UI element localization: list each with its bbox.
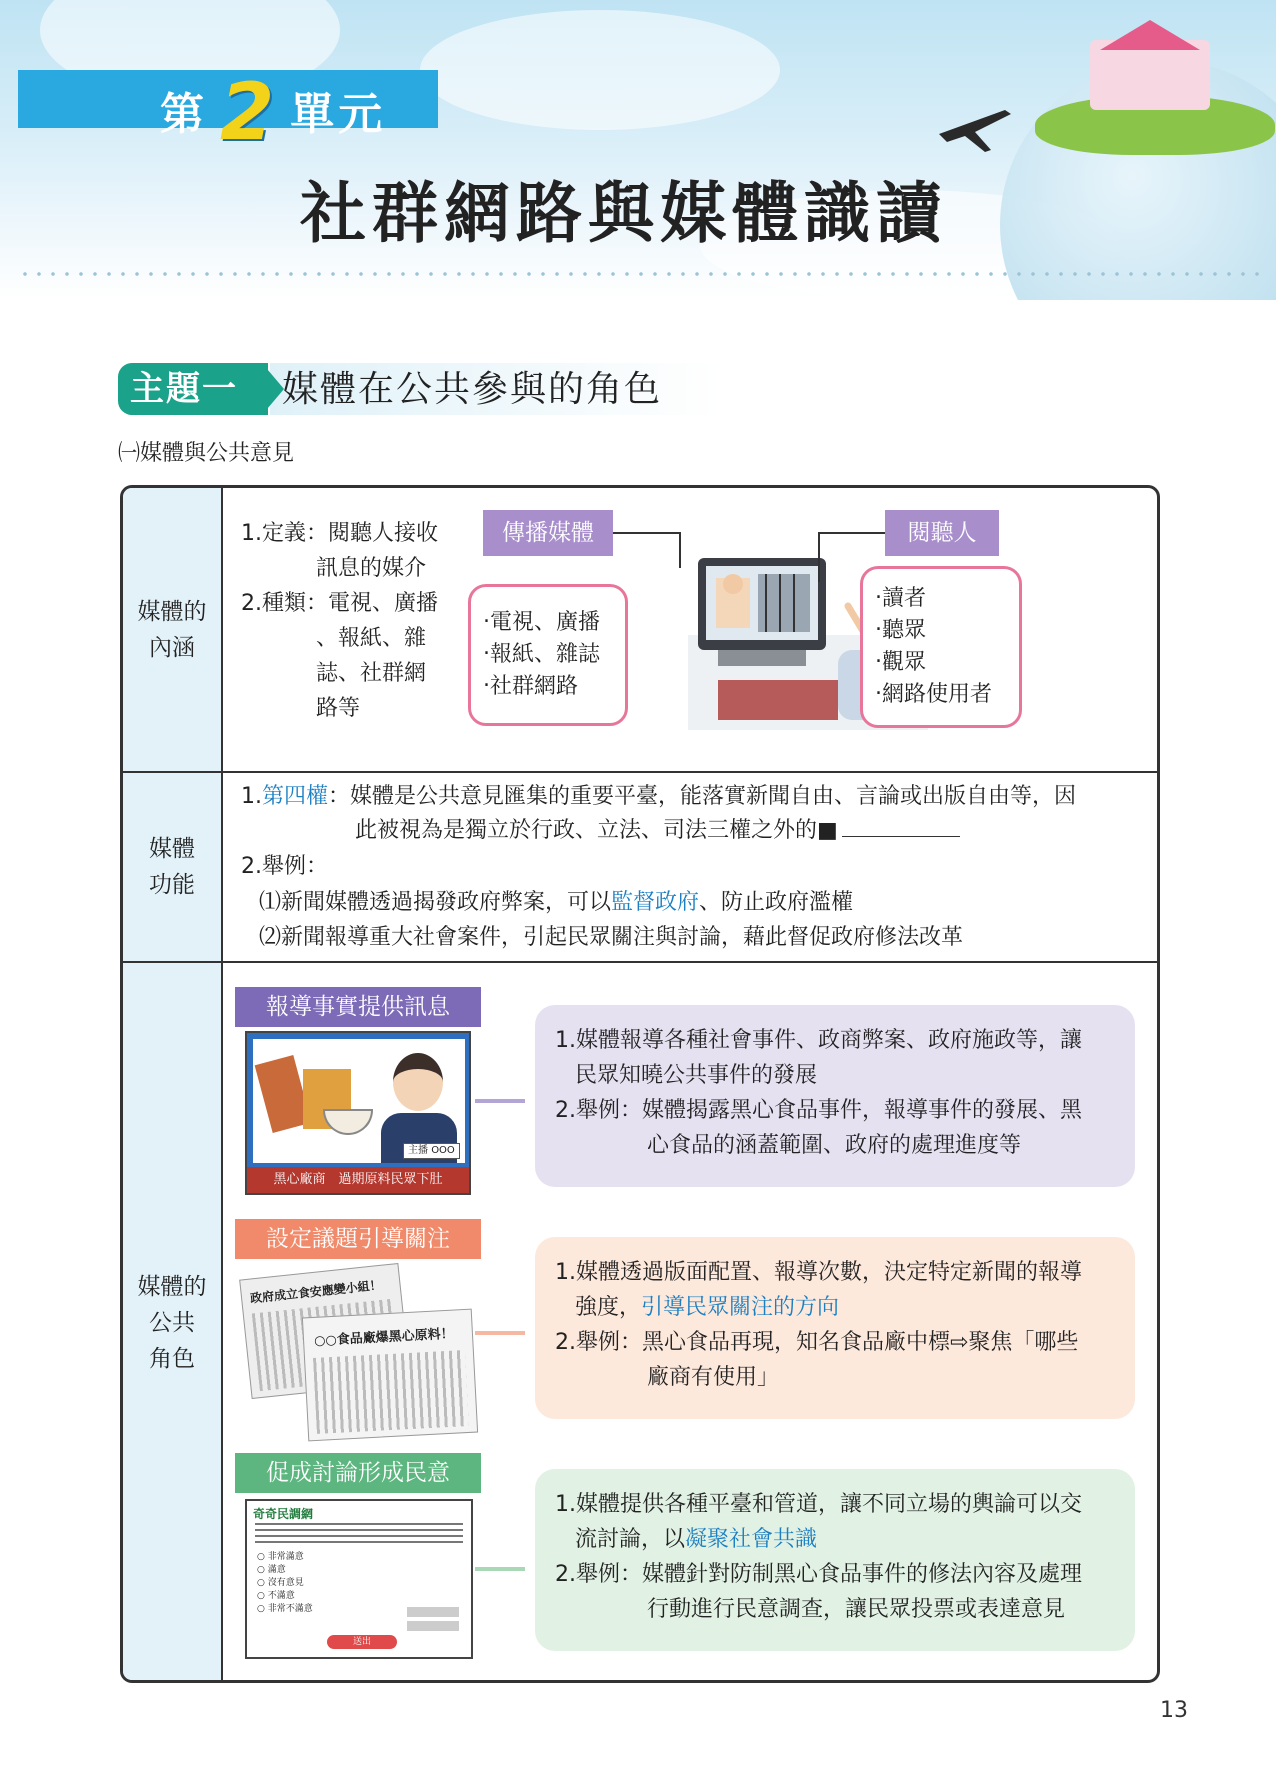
definition-text: 訊息的媒介 — [316, 556, 427, 581]
poll-submit-button[interactable]: 送出 — [327, 1635, 397, 1649]
poll-option-label: 非常滿意 — [267, 1552, 304, 1562]
topic-badge: 主題一 — [118, 363, 268, 415]
row-label-line: 公共 — [149, 1310, 195, 1336]
unit-title: 社群網路與媒體識讀 — [300, 175, 948, 252]
castle-roof-illustration — [1100, 20, 1200, 50]
poll-option-label: 沒有意見 — [267, 1578, 304, 1588]
card-text: 2.舉例：媒體針對防制黑心食品事件的修法內容及處理 — [555, 1562, 1082, 1587]
airplane-icon — [935, 100, 1015, 160]
row-label-line: 媒體的 — [137, 1274, 207, 1300]
item-number: 1. — [241, 784, 262, 809]
poll-option[interactable]: ○ 滿意 — [257, 1565, 286, 1575]
key-term: 監督政府 — [611, 890, 700, 915]
poll-option-label: 滿意 — [267, 1565, 286, 1575]
audience-box — [860, 566, 1022, 728]
dotted-divider — [18, 272, 1268, 276]
media-table — [120, 485, 1160, 1683]
newspaper-headline: 政府成立食安應變小組！ — [249, 1277, 383, 1306]
anchor-badge: OOO — [431, 1145, 455, 1156]
poll-option-label: 非常不滿意 — [267, 1604, 313, 1614]
role-tag-form-opinion: 促成討論形成民意 — [235, 1453, 481, 1493]
example-line: ⑵新聞報導重大社會案件，引起民眾關注與討論，藉此督促政府修法改革 — [259, 925, 964, 950]
food-bowl — [323, 1109, 373, 1135]
section-heading: ㈠媒體與公共意見 — [118, 441, 295, 466]
leader-line — [818, 532, 888, 534]
poll-side-box — [407, 1607, 459, 1617]
newspaper-illustration — [245, 1265, 475, 1439]
card-text-part: 強度， — [575, 1295, 642, 1320]
news-caption: 黑心廠商 過期原料民眾下肚 — [247, 1167, 469, 1193]
card-connector — [475, 1099, 525, 1103]
card-text: 1.媒體提供各種平臺和管道，讓不同立場的輿論可以交 — [555, 1492, 1082, 1517]
poll-option[interactable]: ○ 不滿意 — [257, 1591, 295, 1601]
row-label-line: 內涵 — [149, 634, 195, 661]
body-text: 、防止政府濫權 — [699, 890, 854, 915]
audience-tag: 閱聽人 — [885, 510, 999, 556]
example-heading: 2.舉例： — [241, 854, 328, 879]
cloud-decoration — [420, 10, 780, 130]
leader-line — [818, 534, 820, 582]
types-text: 誌、社群網 — [316, 661, 427, 686]
row-label — [123, 963, 223, 1683]
anchor-name: 主播 — [408, 1145, 428, 1156]
role-card-agenda-setting — [535, 1237, 1135, 1419]
card-text: 廠商有使用」 — [647, 1365, 780, 1390]
card-text — [555, 1290, 1115, 1325]
topic-arrow — [262, 363, 284, 415]
poll-side-box — [407, 1621, 459, 1631]
fourth-estate-line — [355, 813, 960, 848]
poll-option[interactable]: ○ 非常滿意 — [257, 1552, 304, 1562]
key-term: 凝聚社會共識 — [685, 1527, 818, 1552]
card-text: 1.媒體報導各種社會事件、政商弊案、政府施政等，讓 — [555, 1028, 1082, 1053]
card-text-part: 流討論，以 — [575, 1527, 686, 1552]
poll-option[interactable]: ○ 沒有意見 — [257, 1578, 304, 1588]
news-anchor-illustration — [245, 1031, 471, 1195]
types-text: 、報紙、雜 — [316, 626, 427, 651]
types-text: 路等 — [316, 696, 361, 721]
unit-prefix: 第 — [160, 89, 208, 140]
poll-options — [257, 1551, 313, 1616]
unit-number: 2 — [220, 68, 279, 158]
key-term: 第四權 — [262, 784, 329, 809]
row-label — [123, 773, 223, 961]
definition-text: 1.定義：閱聽人接收 — [241, 521, 438, 546]
castle-illustration — [1090, 40, 1210, 110]
card-text: 心食品的涵蓋範圍、政府的處理進度等 — [647, 1133, 1022, 1158]
row-label-line: 角色 — [149, 1346, 195, 1372]
leader-line — [679, 532, 681, 568]
role-tag-agenda-setting: 設定議題引導關注 — [235, 1219, 481, 1259]
row-media-meaning — [123, 488, 1157, 771]
anchor-nameplate — [403, 1143, 460, 1159]
news-screen — [253, 1039, 465, 1163]
role-tag-report-facts: 報導事實提供訊息 — [235, 987, 481, 1027]
card-text: 行動進行民意調查，讓民眾投票或表達意見 — [647, 1597, 1066, 1622]
body-text: ⑴新聞媒體透過揭發政府弊案，可以 — [259, 890, 612, 915]
body-text: 此被視為是獨立於行政、立法、司法三權之外的 — [355, 818, 818, 843]
example-line — [259, 885, 853, 920]
page-number: 13 — [1160, 1698, 1188, 1723]
media-item: ‧報紙、雜誌 — [483, 642, 600, 667]
unit-label — [160, 68, 386, 158]
row-label-line: 功能 — [149, 872, 195, 898]
poll-question-lines — [255, 1523, 463, 1545]
role-card-report-facts — [535, 1005, 1135, 1187]
body-text: ：媒體是公共意見匯集的重要平臺，能落實新聞自由、言論或出版自由等，因 — [328, 784, 1077, 809]
audience-item: ‧讀者 — [875, 586, 926, 611]
media-item: ‧社群網路 — [483, 674, 578, 699]
card-text: 1.媒體透過版面配置、報導次數，決定特定新聞的報導 — [555, 1260, 1082, 1285]
card-text: 2.舉例：黑心食品再現，知名食品廠中標⇨聚焦「哪些 — [555, 1330, 1079, 1355]
poll-title: 奇奇民調網 — [253, 1507, 314, 1521]
audience-item: ‧觀眾 — [875, 650, 926, 675]
blank-mark: ■ — [817, 818, 838, 843]
online-poll-illustration — [245, 1499, 473, 1659]
media-tag: 傳播媒體 — [483, 510, 613, 556]
topic-title: 媒體在公共參與的角色 — [282, 369, 663, 410]
poll-option[interactable]: ○ 非常不滿意 — [257, 1604, 313, 1614]
row-label — [123, 488, 223, 771]
leader-line — [613, 532, 681, 534]
card-text — [555, 1522, 1115, 1557]
row-label-line: 媒體的 — [137, 598, 207, 625]
unit-header — [0, 0, 1276, 300]
unit-suffix: 單元 — [290, 89, 387, 140]
card-connector — [475, 1567, 525, 1571]
audience-item: ‧網路使用者 — [875, 682, 992, 707]
card-connector — [475, 1331, 525, 1335]
media-item: ‧電視、廣播 — [483, 610, 600, 635]
newspaper-columns — [313, 1350, 469, 1434]
row-label-line: 媒體 — [149, 836, 195, 862]
row-media-public-role — [123, 961, 1157, 1683]
key-term: 引導民眾關注的方向 — [641, 1295, 840, 1320]
newspaper-front — [302, 1309, 478, 1442]
card-text: 2.舉例：媒體揭露黑心食品事件，報導事件的發展、黑 — [555, 1098, 1082, 1123]
anchor-face — [393, 1053, 443, 1111]
row-media-function — [123, 771, 1157, 961]
media-types-box — [468, 584, 628, 726]
newspaper-headline: ○○食品廠爆黑心原料！ — [313, 1326, 455, 1349]
audience-item: ‧聽眾 — [875, 618, 926, 643]
fill-blank — [842, 815, 960, 837]
types-text: 2.種類：電視、廣播 — [241, 591, 438, 616]
poll-option-label: 不滿意 — [267, 1591, 295, 1601]
role-card-form-opinion — [535, 1469, 1135, 1651]
card-text: 民眾知曉公共事件的發展 — [575, 1063, 818, 1088]
fourth-estate-line — [241, 779, 1076, 814]
